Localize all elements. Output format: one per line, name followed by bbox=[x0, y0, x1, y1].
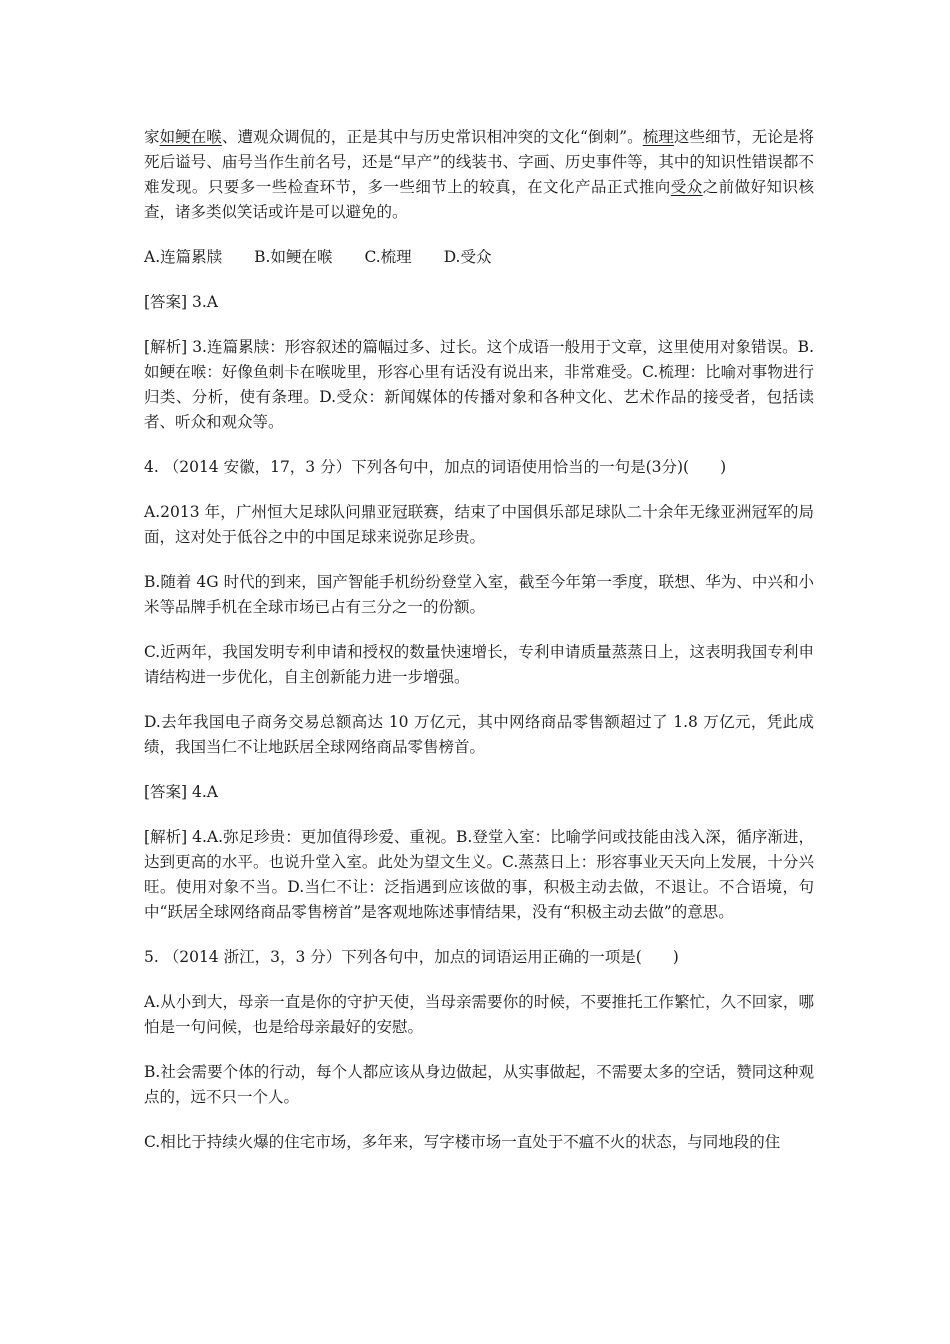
q3-answer: [答案] 3.A bbox=[144, 293, 219, 311]
q3-option-a: A.连篇累牍 bbox=[144, 248, 223, 266]
q4-option-d: D.去年我国电子商务交易总额高达 10 万亿元，其中网络商品零售额超过了 1.8 万亿元，凭此成绩，我国当仁不让地跃居全球网络商品零售榜首。 bbox=[144, 713, 814, 756]
underlined-word-shuli: 梳理 bbox=[642, 128, 674, 146]
q3-option-d: D.受众 bbox=[443, 248, 492, 266]
q3-passage-part: 家 bbox=[144, 128, 160, 146]
underlined-word-rugengzaihou: 如鲠在喉 bbox=[159, 128, 222, 146]
q4-option-c: C.近两年，我国发明专利申请和授权的数量快速增长，专利申请质量蒸蒸日上，这表明我国专利申请结构进一步优化，自主创新能力进一步增强。 bbox=[144, 643, 814, 686]
q3-passage bbox=[144, 125, 814, 225]
q3-options bbox=[144, 245, 814, 270]
q3-option-c: C.梳理 bbox=[364, 248, 412, 266]
document-content bbox=[144, 125, 814, 1175]
q3-analysis: [解析] 3.连篇累牍：形容叙述的篇幅过多、过长。这个成语一般用于文章，这里使用对象错误。B.如鲠在喉：好像鱼刺卡在喉咙里，形容心里有话没有说出来，非常难受。C.梳理：比喻对事物进行归类、分析，使有条理。D.受众：新闻媒体的传播对象和各种文化、艺术作品的接受者，包括读者、听众和观众等。 bbox=[144, 338, 814, 431]
q5-option-b: B.社会需要个体的行动，每个人都应该从身边做起，从实事做起，不需要太多的空话，赞同这种观点的，远不只一个人。 bbox=[144, 1063, 814, 1106]
q4-answer: [答案] 4.A bbox=[144, 783, 219, 801]
q5-option-c: C.相比于持续火爆的住宅市场，多年来，写字楼市场一直处于不瘟不火的状态，与同地段的住 bbox=[144, 1133, 781, 1151]
q3-passage-part: 、遭观众调侃的，正是其中与历史常识相冲突的文化“倒刺”。 bbox=[221, 128, 643, 146]
q5-stem: 5. （2014 浙江，3，3 分）下列各句中，加点的词语运用正确的一项是( ) bbox=[144, 948, 679, 966]
q3-passage-part: 之前做好知识核查，诸多类似笑话或许是可以避免的。 bbox=[144, 178, 814, 221]
q3-option-b: B.如鲠在喉 bbox=[254, 248, 333, 266]
underlined-word-shouzhong: 受众 bbox=[670, 178, 703, 196]
q4-analysis: [解析] 4.A.弥足珍贵：更加值得珍爱、重视。B.登堂入室：比喻学问或技能由浅入深，循序渐进，达到更高的水平。也说升堂入室。此处为望文生义。C.蒸蒸日上：形容事业天天向上发展，十分兴旺。使用对象不当。D.当仁不让：泛指遇到应该做的事，积极主动去做，不退让。不合语境，句中“跃居全球网络商品零售榜首”是客观地陈述事情结果，没有“积极主动去做”的意思。 bbox=[144, 828, 814, 921]
q4-option-b: B.随着 4G 时代的到来，国产智能手机纷纷登堂入室，截至今年第一季度，联想、华为、中兴和小米等品牌手机在全球市场已占有三分之一的份额。 bbox=[144, 573, 814, 616]
q5-option-a: A.从小到大，母亲一直是你的守护天使，当母亲需要你的时候，不要推托工作繁忙，久不回家，哪怕是一句问候，也是给母亲最好的安慰。 bbox=[144, 993, 814, 1036]
q4-stem: 4. （2014 安徽，17，3 分）下列各句中，加点的词语使用恰当的一句是(3分)( ) bbox=[144, 458, 727, 476]
q3-passage-part: 这些细节，无论是将死后谥号、庙号当作生前名号，还是“早产”的线装书、字画、历史事件等，其中的知识性错误都不难发现。只要多一些检查环节，多一些细节上的较真，在文化产品正式推向 bbox=[144, 128, 814, 196]
q4-option-a: A.2013 年，广州恒大足球队问鼎亚冠联赛，结束了中国俱乐部足球队二十余年无缘亚洲冠军的局面，这对处于低谷之中的中国足球来说弥足珍贵。 bbox=[144, 503, 814, 546]
